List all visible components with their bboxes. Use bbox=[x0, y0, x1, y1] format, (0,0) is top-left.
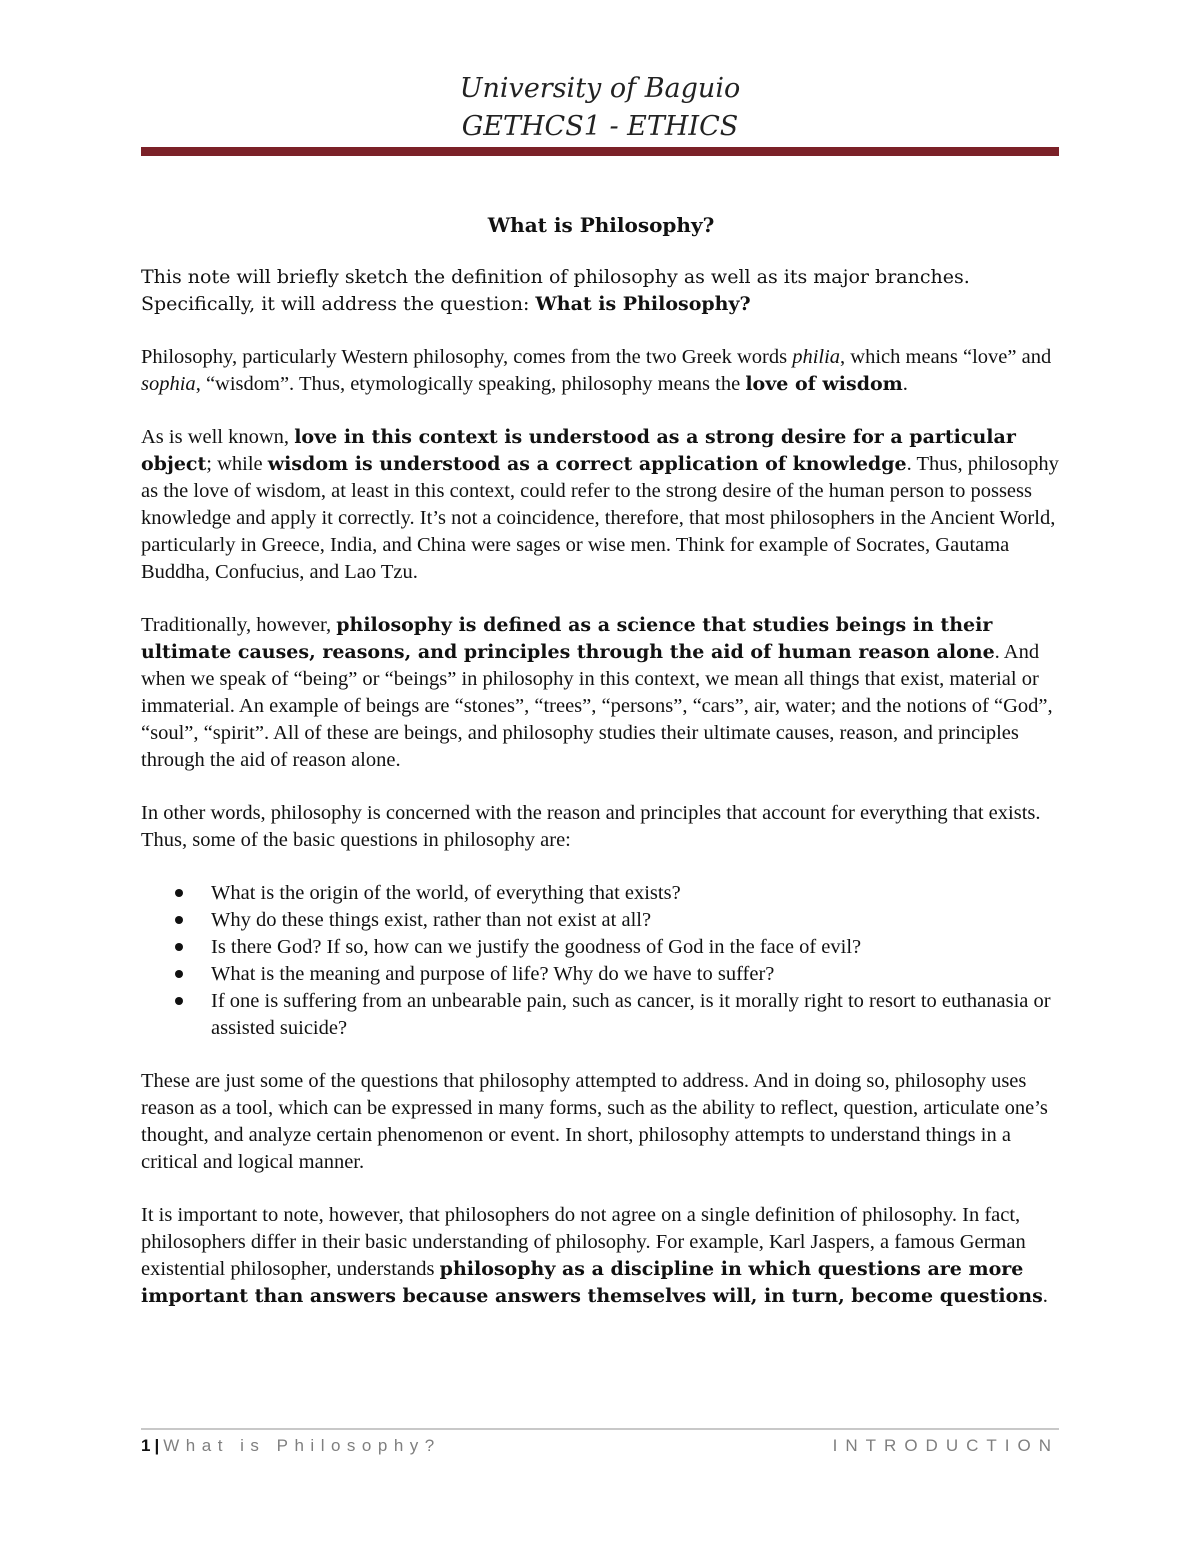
list-item: What is the meaning and purpose of life? Why do we have to suffer? bbox=[211, 961, 1061, 988]
footer-rule bbox=[141, 1428, 1059, 1430]
text-run: Traditionally, however, bbox=[141, 614, 337, 636]
text-run: . And when we speak of “being” or “beings” in philosophy in this context, we mean all things that exist, material or immaterial. An example of beings are “stones”, “trees”, “persons”, “cars”, air, water; and the notions of “God”, “soul”, “spirit”. All of these are beings, and philosophy studies their ultimate causes, reason, and principles through the aid of reason alone. bbox=[141, 641, 1053, 771]
list-item: What is the origin of the world, of everything that exists? bbox=[211, 880, 1061, 907]
jaspers-paragraph bbox=[141, 1202, 1061, 1310]
intro-line-1: This note will briefly sketch the definition of philosophy as well as its major branches. bbox=[141, 266, 970, 288]
page-footer bbox=[141, 1434, 1059, 1460]
text-run: As is well known, bbox=[141, 426, 295, 448]
header-rule bbox=[141, 147, 1059, 156]
intro-paragraph bbox=[141, 264, 1061, 318]
traditional-definition-emphasis: philosophy is defined as a science that studies beings in their ultimate causes, reasons, and principles through the aid of human reason alone bbox=[141, 614, 995, 663]
intro-line-2: Specifically, it will address the question: bbox=[141, 293, 536, 315]
etymology-paragraph bbox=[141, 344, 1061, 398]
footer-separator: | bbox=[154, 1436, 160, 1455]
questions-summary-paragraph: These are just some of the questions that philosophy attempted to address. And in doing so, philosophy uses reason as a tool, which can be expressed in many forms, such as the ability to reflect, question, articulate one’s thought, and analyze certain phenomenon or event. In short, philosophy attempts to understand things in a critical and logical manner. bbox=[141, 1070, 1048, 1173]
text-run: , “wisdom”. Thus, etymologically speaking, philosophy means the bbox=[195, 373, 746, 395]
text-run: . bbox=[1042, 1285, 1048, 1307]
intro-question: What is Philosophy? bbox=[535, 293, 751, 315]
page-number: 1 bbox=[141, 1436, 151, 1455]
institution-name: University of Baguio bbox=[459, 73, 741, 104]
text-run: , which means “love” and bbox=[840, 346, 1052, 368]
list-item: Is there God? If so, how can we justify the goodness of God in the face of evil? bbox=[211, 934, 1061, 961]
traditional-definition-paragraph bbox=[141, 612, 1061, 774]
text-run: . Thus, philosophy as the love of wisdom, at least in this context, could refer to the strong desire of the human person to possess knowledge and apply it correctly. It’s not a coincidence, therefore, that most philosophers in the Ancient World, particularly in Greece, India, and China were sages or wise men. Think for example of Socrates, Gautama Buddha, Confucius, and Lao Tzu. bbox=[141, 453, 1059, 583]
text-run: Philosophy, particularly Western philosophy, comes from the two Greek words bbox=[141, 346, 793, 368]
basic-questions-list bbox=[141, 880, 1061, 1042]
jaspers-definition-emphasis: philosophy as a discipline in which questions are more important than answers because answers themselves will, in turn, become questions bbox=[141, 1258, 1043, 1307]
page-header bbox=[140, 70, 1060, 146]
other-words-paragraph: In other words, philosophy is concerned with the reason and principles that account for everything that exists. Thus, some of the basic questions in philosophy are: bbox=[141, 802, 1041, 851]
text-run: ; while bbox=[206, 453, 268, 475]
document-title: What is Philosophy? bbox=[487, 213, 715, 237]
text-run: . bbox=[902, 373, 908, 395]
footer-left bbox=[141, 1434, 441, 1458]
footer-section-title: What is Philosophy? bbox=[163, 1436, 441, 1455]
course-code: GETHCS1 - ETHICS bbox=[461, 111, 739, 142]
love-of-wisdom-emphasis: love of wisdom bbox=[745, 373, 903, 395]
wisdom-definition-emphasis: wisdom is understood as a correct application of knowledge bbox=[267, 453, 907, 475]
list-item: If one is suffering from an unbearable pain, such as cancer, is it morally right to resort to euthanasia or assisted suicide? bbox=[211, 988, 1061, 1042]
love-wisdom-paragraph bbox=[141, 424, 1061, 586]
greek-word-sophia: sophia bbox=[141, 373, 196, 395]
greek-word-philia: philia bbox=[792, 346, 841, 368]
love-definition-emphasis: love in this context is understood as a strong desire for a particular object bbox=[141, 426, 1016, 475]
list-item: Why do these things exist, rather than not exist at all? bbox=[211, 907, 1061, 934]
text-run: It is important to note, however, that philosophers do not agree on a single definition of philosophy. In fact, philosophers differ in their basic understanding of philosophy. For example, Karl Jaspers, a famous German existential philosopher, understands bbox=[141, 1204, 1026, 1280]
footer-chapter-label: INTRODUCTION bbox=[832, 1436, 1059, 1455]
document-body bbox=[141, 210, 1061, 1336]
